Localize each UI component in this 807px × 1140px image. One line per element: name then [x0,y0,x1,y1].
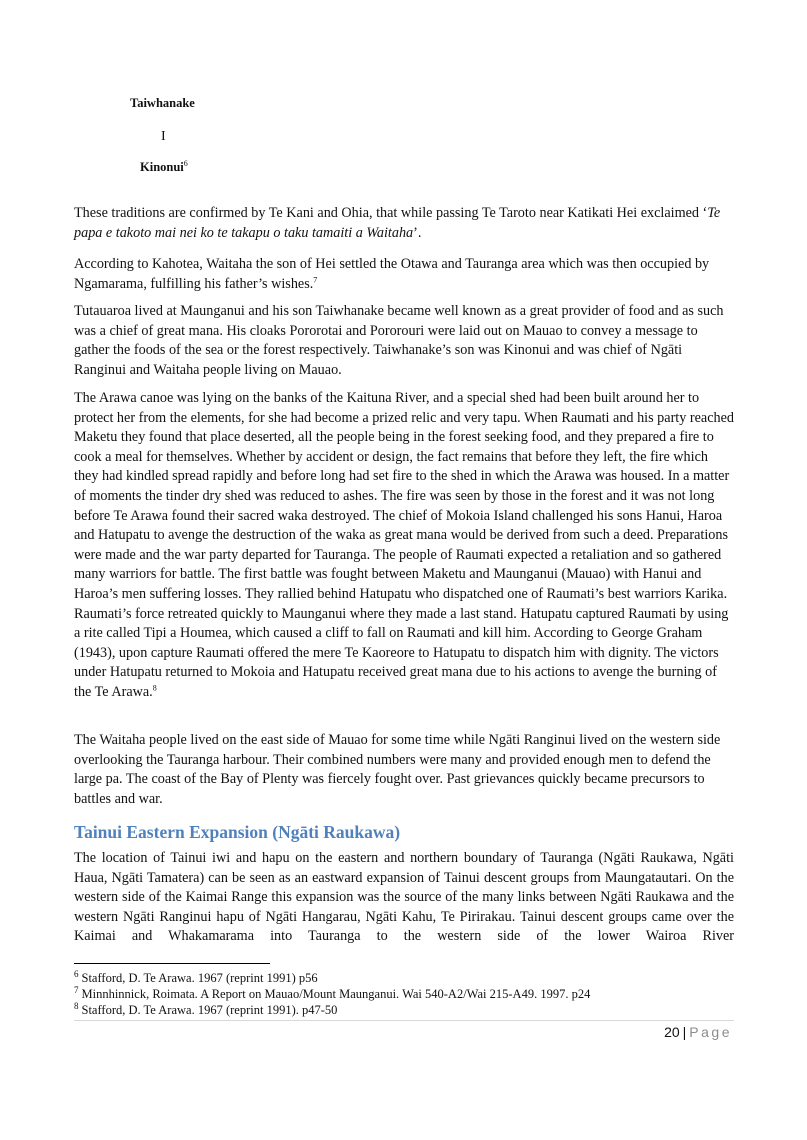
paragraph-traditions [74,204,734,243]
paragraph-arawa-canoe-text: The Arawa canoe was lying on the banks of the Kaituna River, and a special shed had been built around her to protect her from the elements, for she had become a prized relic and very tapu. When Raumati and his party reached Maketu they found that place deserted, all the people being in the forest seeking food, and they prepared a fire to cook a meal for themselves. Whether by accident or design, the fact remains that before they left, the fire which they had kindled spread rapidly and before long had set fire to the shed in which the Arawa was housed. In a matter of moments the tinder dry shed was reduced to ashes. The fire was seen by those in the forest and it was not long before Te Arawa found their sacred waka destroyed. The chief of Mokoia Island challenged his sons Hanui, Haroa and Hatupatu to avenge the destruction of the waka as great mana would be derived from such a deed. Preparations were made and the war party departed for Tauranga. The people of Raumati expected a retaliation and so gathered many warriors for battle. The first battle was fought between Maketu and Maunganui (Mauao) with Hanui and Haroa’s men suffering losses. They rallied behind Hatupatu who dispatched one of Raumati’s best warriors Karika. Raumati’s force retreated quickly to Maunganui where they made a last stand. Hatupatu captured Raumati by using a rite called Tipi a Houmea, which caused a cliff to fall on Raumati and kill him. According to George Graham (1943), upon capture Raumati offered the mere Te Kaoreore to Hatupatu to dispatch him with dignity. The victors under Hatupatu returned to Mokoia and Hatupatu received great mana due to his actions to avenge the burning of the Te Arawa. [74,390,734,700]
paragraph-traditions-quote: Te papa e takoto mai nei ko te takapu o taku tamaiti a Waitaha [74,205,721,241]
genealogy-name-kinonui [140,160,188,175]
page-label: Page [689,1024,732,1040]
paragraph-tainui-text: The location of Tainui iwi and hapu on the eastern and northern boundary of Tauranga (Ngāti Raukawa, Ngāti Haua, Ngāti Tamatera) can be seen as an eastward expansion of Tainui descent groups from Maungatautari. On the western side of the Kaimai Range this expansion was the source of the many links between Ngāti Raukawa and the western Ngāti Ranginui hapu of Ngāti Hangarau, Ngāti Kahu, Te Pirirakau. Tainui descent groups came over the Kaimai and Whakamarama into Tauranga to the western side of the lower Wairoa River [74,850,734,945]
page-number: 20 [664,1024,680,1040]
paragraph-tainui [74,849,734,947]
footnote-number: 7 [74,985,79,996]
genealogy-name-taiwhanake: Taiwhanake [130,96,195,110]
paragraph-waitaha [74,731,734,809]
footnote-number: 8 [74,1001,79,1012]
paragraph-traditions-start: These traditions are confirmed by Te Kani and Ohia, that while passing Te Taroto near Katikati Hei exclaimed ‘ [74,205,708,221]
footnote-text: Stafford, D. Te Arawa. 1967 (reprint 1991). p47-50 [81,1003,338,1018]
paragraph-waitaha-text: The Waitaha people lived on the east side of Mauao for some time while Ngāti Ranginui lived on the western side overlooking the Tauranga harbour. Their combined numbers were many and provided enough men to defend the large pa. The coast of the Bay of Plenty was fiercely fought over. Past grievances quickly became precursors to battles and war. [74,732,721,807]
paragraph-kahotea [74,255,734,294]
section-heading: Tainui Eastern Expansion (Ngāti Raukawa) [74,822,401,842]
paragraph-tutauaroa [74,302,734,380]
genealogy-name-kinonui-text: Kinonui [140,160,184,174]
footnote-6 [74,970,590,986]
footnote-ref-8: 8 [152,683,157,693]
footnote-text: Stafford, D. Te Arawa. 1967 (reprint 1991) p56 [81,971,318,985]
paragraph-arawa-canoe [74,389,734,703]
footer-divider [74,1020,734,1021]
footnote-number: 6 [74,968,79,979]
footnote-ref-7: 7 [313,274,318,284]
footnote-8 [74,1002,590,1018]
paragraph-tutauaroa-text: Tutauaroa lived at Maunganui and his son Taiwhanake became well known as a great provider of food and as such was a chief of great mana. His cloaks Pororotai and Pororouri were laid out on Mauao to convey a message to gather the foods of the sea or the forest respectively. Taiwhanake’s son was Kinonui and was chief of Ngāti Ranginui and Waitaha people living on Mauao. [74,303,724,378]
paragraph-traditions-end: ’. [413,224,422,241]
footnote-divider [74,963,270,964]
paragraph-kahotea-text: According to Kahotea, Waitaha the son of Hei settled the Otawa and Tauranga area which was then occupied by Ngamarama, fulfilling his father’s wishes. [74,256,710,292]
genealogy-connector: I [161,129,166,144]
footnote-7 [74,986,590,1002]
footnote-text: Minnhinnick, Roimata. A Report on Mauao/Mount Maunganui. Wai 540-A2/Wai 215-A49. 1997. p24 [81,987,591,1002]
footnote-ref-6: 6 [183,158,188,168]
footer-separator: | [682,1024,687,1040]
footnotes [74,970,590,1019]
page-footer [664,1024,732,1040]
